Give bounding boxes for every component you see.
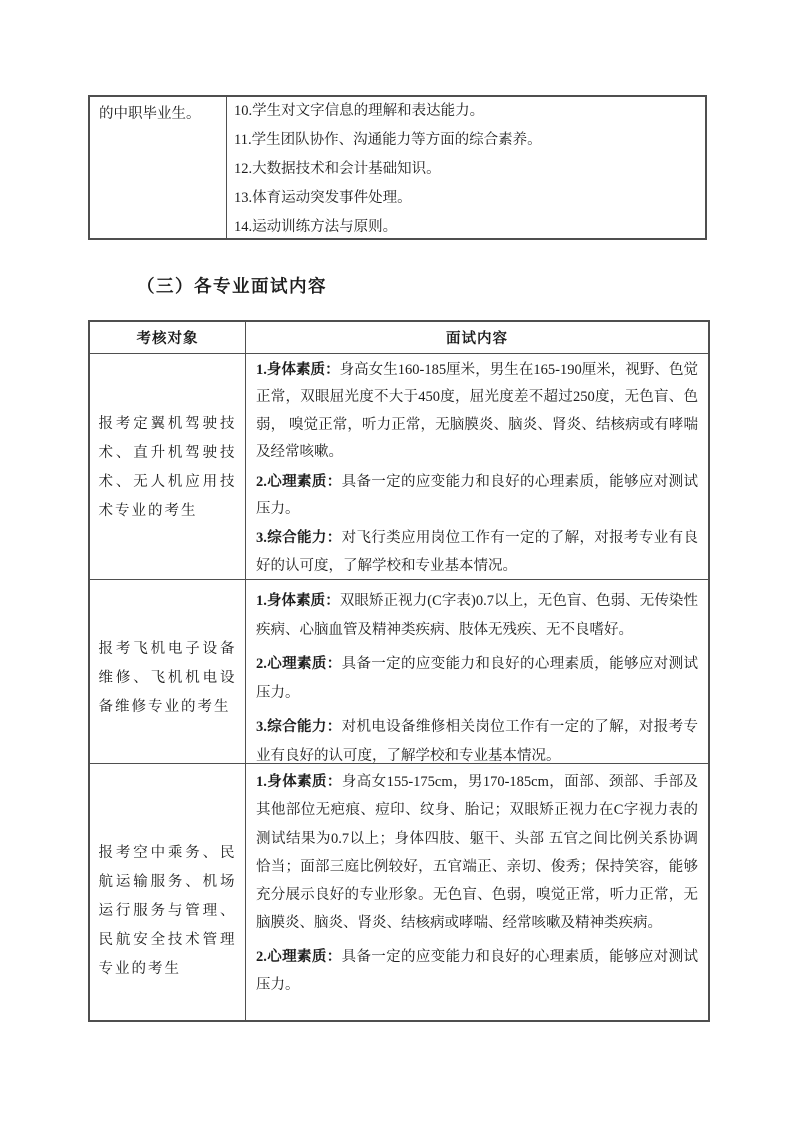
criterion-label: 2.心理素质： [256, 473, 342, 490]
criterion-paragraph [256, 650, 698, 707]
continuation-subject-cell [90, 97, 227, 238]
exam-subject-cell [90, 764, 246, 1022]
interview-table [88, 320, 710, 1022]
criterion-label: 2.心理素质： [256, 656, 342, 672]
criterion-text: 具备一定的应变能力和良好的心理素质，能够应对测试压力。 [256, 656, 699, 701]
interview-content-cell [246, 354, 708, 579]
list-item: 10.学生对文字信息的理解和表达能力。 [234, 103, 485, 119]
table-row [90, 353, 708, 579]
criterion-text: 身高女155-175cm，男170-185cm，面部、颈部、手部及其他部位无疤痕、痘印、纹身、胎记；双眼矫正视力在C字视力表的测试结果为0.7以上；身体四肢、躯干、头部 五官之间比例关系协调恰当；面部三庭比例较好，五官端正、亲切、俊秀；保持笑容，能够充分展示良好的专业形象。无色盲、色弱，嗅觉正常，听力正常，无脑膜炎、脑炎、肾炎、结核病或哮喘、经常咳嗽及精神类疾病。 [256, 774, 698, 932]
criterion-text: 双眼矫正视力(C字表)0.7以上，无色盲、色弱、无传染性疾病、心脑血管及精神类疾病、肢体无残疾、无不良嗜好。 [256, 593, 699, 638]
list-item: 13.体育运动突发事件处理。 [234, 190, 412, 206]
criterion-text: 具备一定的应变能力和良好的心理素质，能够应对测试压力。 [256, 473, 699, 518]
list-item: 11.学生团队协作、沟通能力等方面的综合素养。 [234, 132, 542, 148]
subject-text: 报考定翼机驾驶技术、直升机驾驶技术、无人机应用技术专业的考生 [98, 415, 237, 519]
criterion-label: 3.综合能力： [256, 530, 342, 547]
continuation-table [88, 95, 707, 240]
subject-text: 报考空中乘务、民航运输服务、机场运行服务与管理、民航安全技术管理专业的考生 [98, 845, 237, 977]
criterion-label: 3.综合能力： [256, 719, 342, 735]
continuation-subject-text: 的中职毕业生。 [99, 106, 201, 122]
table-row [90, 579, 708, 763]
table-row [90, 763, 708, 1022]
criterion-label: 1.身体素质： [256, 593, 340, 609]
criterion-label: 2.心理素质： [256, 948, 342, 965]
criterion-label: 1.身体素质： [256, 362, 340, 378]
criterion-paragraph [256, 713, 698, 763]
criterion-text: 身高女生160-185厘米，男生在165-190厘米，视野、色觉正常，双眼屈光度不大于450度，屈光度差不超过250度，无色盲、色弱， 嗅觉正常，听力正常，无脑膜炎、脑炎、肾炎、结核病或有哮喘及经常咳嗽。 [256, 362, 699, 461]
table-header-row [90, 322, 708, 353]
criterion-paragraph [256, 469, 698, 524]
criterion-text: 具备一定的应变能力和良好的心理素质，能够应对测试压力。 [256, 948, 699, 994]
criterion-label: 1.身体素质： [256, 774, 342, 790]
section-heading: （三）各专业面试内容 [137, 276, 327, 296]
exam-subject-cell [90, 354, 246, 579]
criterion-paragraph [256, 525, 698, 579]
header-cell-subject: 考核对象 [90, 322, 246, 353]
criterion-paragraph [256, 768, 698, 938]
criterion-text: 对机电设备维修相关岗位工作有一定的了解，对报考专业有良好的认可度，了解学校和专业基本情况。 [256, 719, 699, 763]
continuation-content-cell [227, 97, 705, 238]
criterion-paragraph [256, 943, 698, 1000]
interview-content-cell [246, 764, 708, 1022]
criterion-paragraph [256, 357, 698, 467]
exam-subject-cell [90, 580, 246, 763]
header-cell-content: 面试内容 [446, 331, 508, 347]
criterion-paragraph [256, 587, 698, 644]
subject-text: 报考飞机电子设备维修、飞机机电设备维修专业的考生 [98, 640, 237, 715]
interview-content-cell [246, 580, 708, 763]
criterion-text: 对飞行类应用岗位工作有一定的了解，对报考专业有良好的认可度，了解学校和专业基本情况。 [256, 530, 699, 574]
list-item: 12.大数据技术和会计基础知识。 [234, 161, 441, 177]
list-item: 14.运动训练方法与原则。 [234, 219, 398, 235]
